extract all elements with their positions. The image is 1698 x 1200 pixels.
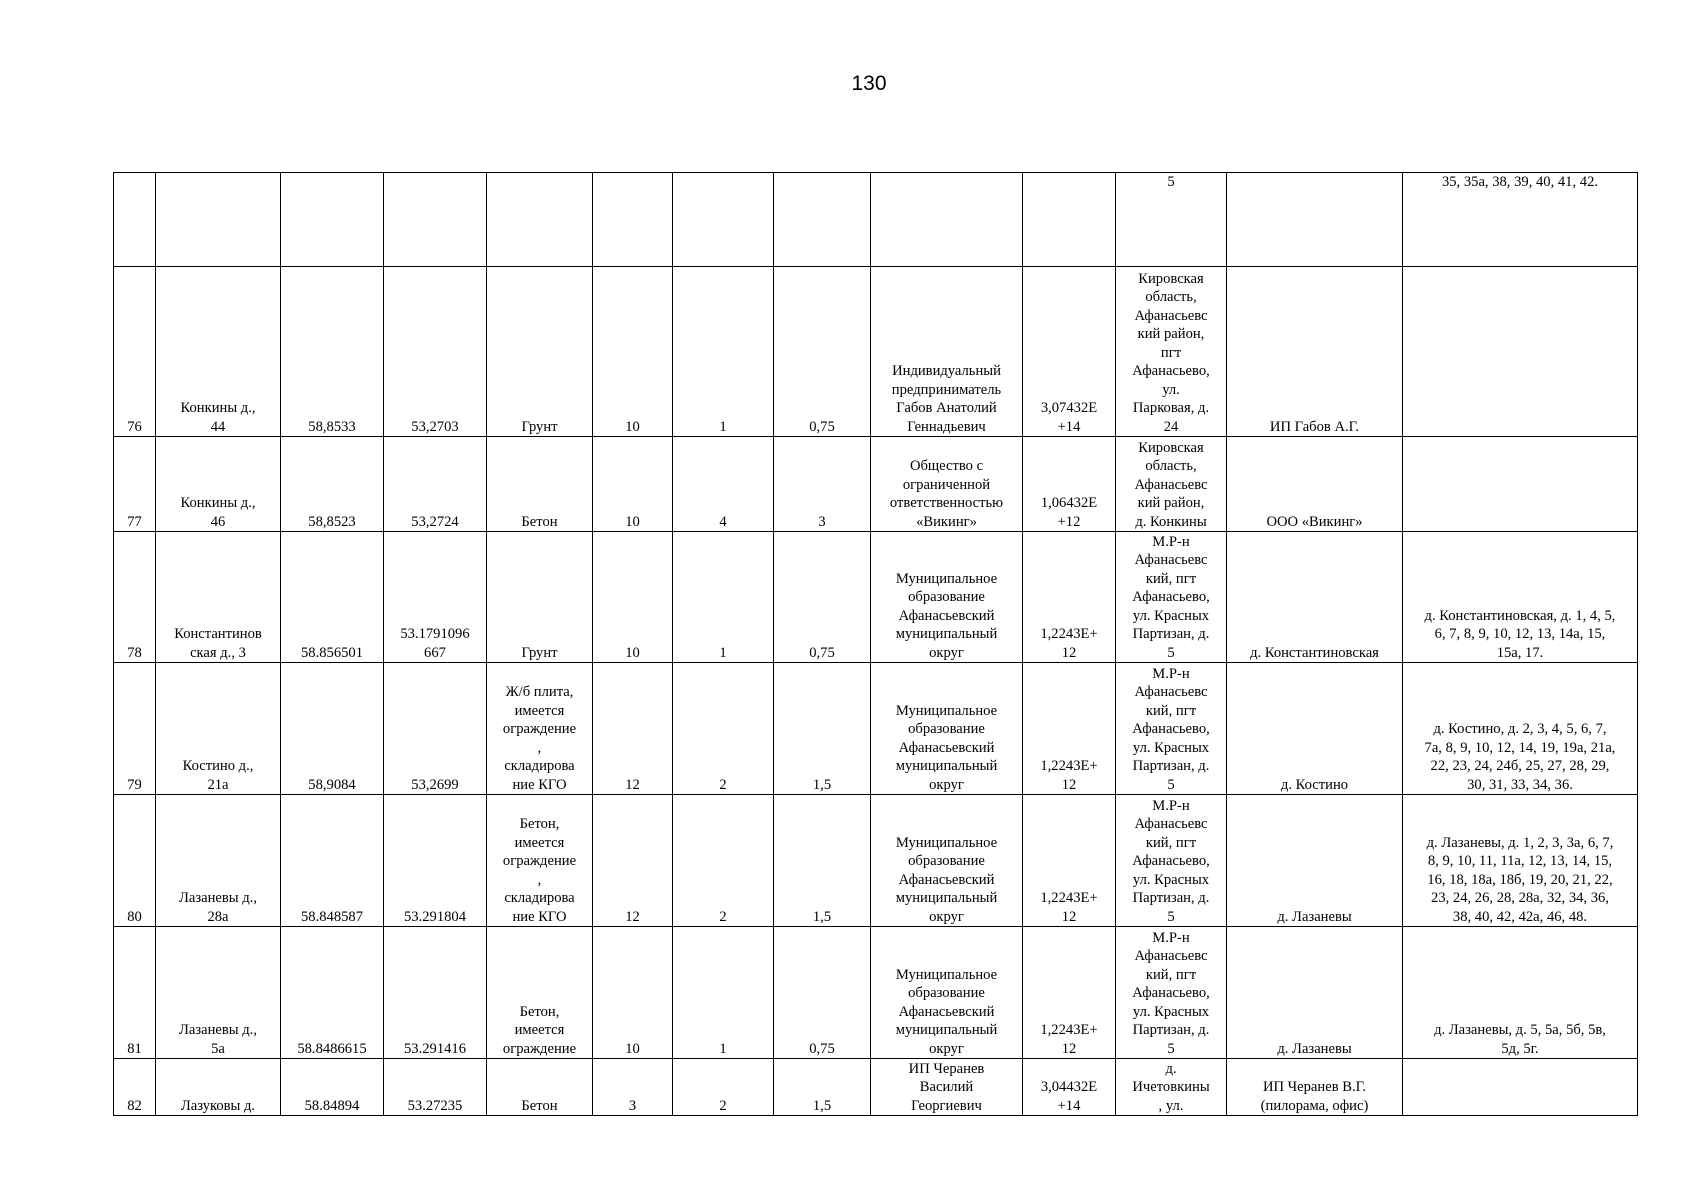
cell-served: д. Лазаневы, д. 1, 2, 3, 3а, 6, 7, 8, 9, 10, 11, 11а, 12, 13, 14, 15, 16, 18, 18а, 18б, 19, 20, 21, 22, 23, 24, 26, 28, 28а, 32, 34, 36, 38, 40, 42, 42а, 46, 48. [1403, 795, 1638, 927]
cell-ogrn [1023, 173, 1116, 267]
cell-place: Лазаневы д., 5а [156, 927, 281, 1059]
cell-source: д. Лазаневы [1227, 795, 1403, 927]
page-number: 130 [851, 72, 887, 95]
cell-source: д. Константиновская [1227, 532, 1403, 663]
cell-lon: 53.291804 [384, 795, 487, 927]
cell-place: Костино д., 21а [156, 663, 281, 795]
cell-source: д. Костино [1227, 663, 1403, 795]
cell-containers: 4 [673, 437, 774, 532]
cell-address: М.Р-н Афанасьевс кий, пгт Афанасьево, ул. Красных Партизан, д. 5 [1116, 532, 1227, 663]
cell-surface [487, 173, 593, 267]
cell-address: Кировская область, Афанасьевс кий район, д. Конкины [1116, 437, 1227, 532]
cell-place: Лазаневы д., 28а [156, 795, 281, 927]
cell-containers: 1 [673, 267, 774, 437]
cell-served: д. Лазаневы, д. 5, 5а, 5б, 5в, 5д, 5г. [1403, 927, 1638, 1059]
cell-area: 12 [593, 663, 673, 795]
cell-ogrn: 1,2243Е+ 12 [1023, 663, 1116, 795]
table-row [114, 795, 1638, 927]
cell-no: 77 [114, 437, 156, 532]
cell-address: М.Р-н Афанасьевс кий, пгт Афанасьево, ул. Красных Партизан, д. 5 [1116, 927, 1227, 1059]
cell-lon [384, 173, 487, 267]
cell-source: ИП Черанев В.Г. (пилорама, офис) [1227, 1059, 1403, 1116]
cell-containers: 2 [673, 1059, 774, 1116]
cell-lon: 53,2703 [384, 267, 487, 437]
cell-lon: 53,2724 [384, 437, 487, 532]
cell-surface: Ж/б плита, имеется ограждение , складирова ние КГО [487, 663, 593, 795]
cell-surface: Грунт [487, 267, 593, 437]
cell-lon: 53.27235 [384, 1059, 487, 1116]
cell-area: 3 [593, 1059, 673, 1116]
cell-volume [774, 173, 871, 267]
cell-ogrn: 3,07432E +14 [1023, 267, 1116, 437]
cell-containers: 2 [673, 795, 774, 927]
table-row [114, 437, 1638, 532]
cell-owner: Муниципальное образование Афанасьевский муниципальный округ [871, 532, 1023, 663]
cell-no: 82 [114, 1059, 156, 1116]
cell-area: 12 [593, 795, 673, 927]
table-row [114, 927, 1638, 1059]
cell-volume: 1,5 [774, 795, 871, 927]
cell-address: Кировская область, Афанасьевс кий район, пгт Афанасьево, ул. Парковая, д. 24 [1116, 267, 1227, 437]
cell-lon: 53.1791096 667 [384, 532, 487, 663]
table-row [114, 532, 1638, 663]
cell-owner: Индивидуальный предприниматель Габов Анатолий Геннадьевич [871, 267, 1023, 437]
cell-area: 10 [593, 267, 673, 437]
cell-surface: Бетон [487, 1059, 593, 1116]
cell-source [1227, 173, 1403, 267]
cell-address: М.Р-н Афанасьевс кий, пгт Афанасьево, ул. Красных Партизан, д. 5 [1116, 795, 1227, 927]
cell-served: 35, 35а, 38, 39, 40, 41, 42. [1403, 173, 1638, 267]
cell-lat [281, 173, 384, 267]
cell-volume: 0,75 [774, 267, 871, 437]
cell-owner: Муниципальное образование Афанасьевский муниципальный округ [871, 927, 1023, 1059]
cell-lat: 58.84894 [281, 1059, 384, 1116]
cell-owner: Муниципальное образование Афанасьевский муниципальный округ [871, 795, 1023, 927]
cell-source: ИП Габов А.Г. [1227, 267, 1403, 437]
cell-source: д. Лазаневы [1227, 927, 1403, 1059]
cell-surface: Грунт [487, 532, 593, 663]
table-row [114, 1059, 1638, 1116]
cell-served [1403, 437, 1638, 532]
cell-lat: 58.848587 [281, 795, 384, 927]
cell-owner: ИП Черанев Василий Георгиевич [871, 1059, 1023, 1116]
cell-surface: Бетон, имеется ограждение [487, 927, 593, 1059]
cell-volume: 0,75 [774, 532, 871, 663]
cell-volume: 1,5 [774, 1059, 871, 1116]
cell-containers: 2 [673, 663, 774, 795]
cell-served: д. Константиновская, д. 1, 4, 5, 6, 7, 8, 9, 10, 12, 13, 14а, 15, 15а, 17. [1403, 532, 1638, 663]
cell-source: ООО «Викинг» [1227, 437, 1403, 532]
cell-no: 80 [114, 795, 156, 927]
cell-surface: Бетон, имеется ограждение , складирова ние КГО [487, 795, 593, 927]
cell-containers: 1 [673, 927, 774, 1059]
cell-lat: 58,8523 [281, 437, 384, 532]
cell-ogrn: 3,04432E +14 [1023, 1059, 1116, 1116]
cell-volume: 3 [774, 437, 871, 532]
cell-place: Конкины д., 44 [156, 267, 281, 437]
cell-no: 79 [114, 663, 156, 795]
cell-no: 76 [114, 267, 156, 437]
cell-lat: 58.856501 [281, 532, 384, 663]
cell-lat: 58,9084 [281, 663, 384, 795]
cell-containers [673, 173, 774, 267]
cell-area: 10 [593, 532, 673, 663]
cell-owner: Муниципальное образование Афанасьевский муниципальный округ [871, 663, 1023, 795]
cell-lat: 58,8533 [281, 267, 384, 437]
cell-containers: 1 [673, 532, 774, 663]
cell-address: 5 [1116, 173, 1227, 267]
table-row [114, 267, 1638, 437]
cell-no: 78 [114, 532, 156, 663]
cell-served [1403, 267, 1638, 437]
cell-address: д. Ичетовкины , ул. [1116, 1059, 1227, 1116]
cell-owner [871, 173, 1023, 267]
cell-owner: Общество с ограниченной ответственностью «Викинг» [871, 437, 1023, 532]
cell-ogrn: 1,2243Е+ 12 [1023, 795, 1116, 927]
cell-place: Константинов ская д., 3 [156, 532, 281, 663]
registry-table [113, 172, 1638, 1116]
cell-volume: 1,5 [774, 663, 871, 795]
cell-place [156, 173, 281, 267]
cell-place: Конкины д., 46 [156, 437, 281, 532]
cell-address: М.Р-н Афанасьевс кий, пгт Афанасьево, ул. Красных Партизан, д. 5 [1116, 663, 1227, 795]
cell-volume: 0,75 [774, 927, 871, 1059]
cell-lon: 53.291416 [384, 927, 487, 1059]
cell-ogrn: 1,06432E +12 [1023, 437, 1116, 532]
table-row [114, 663, 1638, 795]
table-row-continuation [114, 173, 1638, 267]
cell-lat: 58.8486615 [281, 927, 384, 1059]
cell-lon: 53,2699 [384, 663, 487, 795]
cell-place: Лазуковы д. [156, 1059, 281, 1116]
cell-surface: Бетон [487, 437, 593, 532]
cell-ogrn: 1,2243Е+ 12 [1023, 927, 1116, 1059]
cell-served [1403, 1059, 1638, 1116]
cell-ogrn: 1,2243Е+ 12 [1023, 532, 1116, 663]
cell-area [593, 173, 673, 267]
cell-served: д. Костино, д. 2, 3, 4, 5, 6, 7, 7а, 8, 9, 10, 12, 14, 19, 19а, 21а, 22, 23, 24, 24б, 25, 27, 28, 29, 30, 31, 33, 34, 36. [1403, 663, 1638, 795]
cell-area: 10 [593, 927, 673, 1059]
cell-no [114, 173, 156, 267]
cell-no: 81 [114, 927, 156, 1059]
cell-area: 10 [593, 437, 673, 532]
